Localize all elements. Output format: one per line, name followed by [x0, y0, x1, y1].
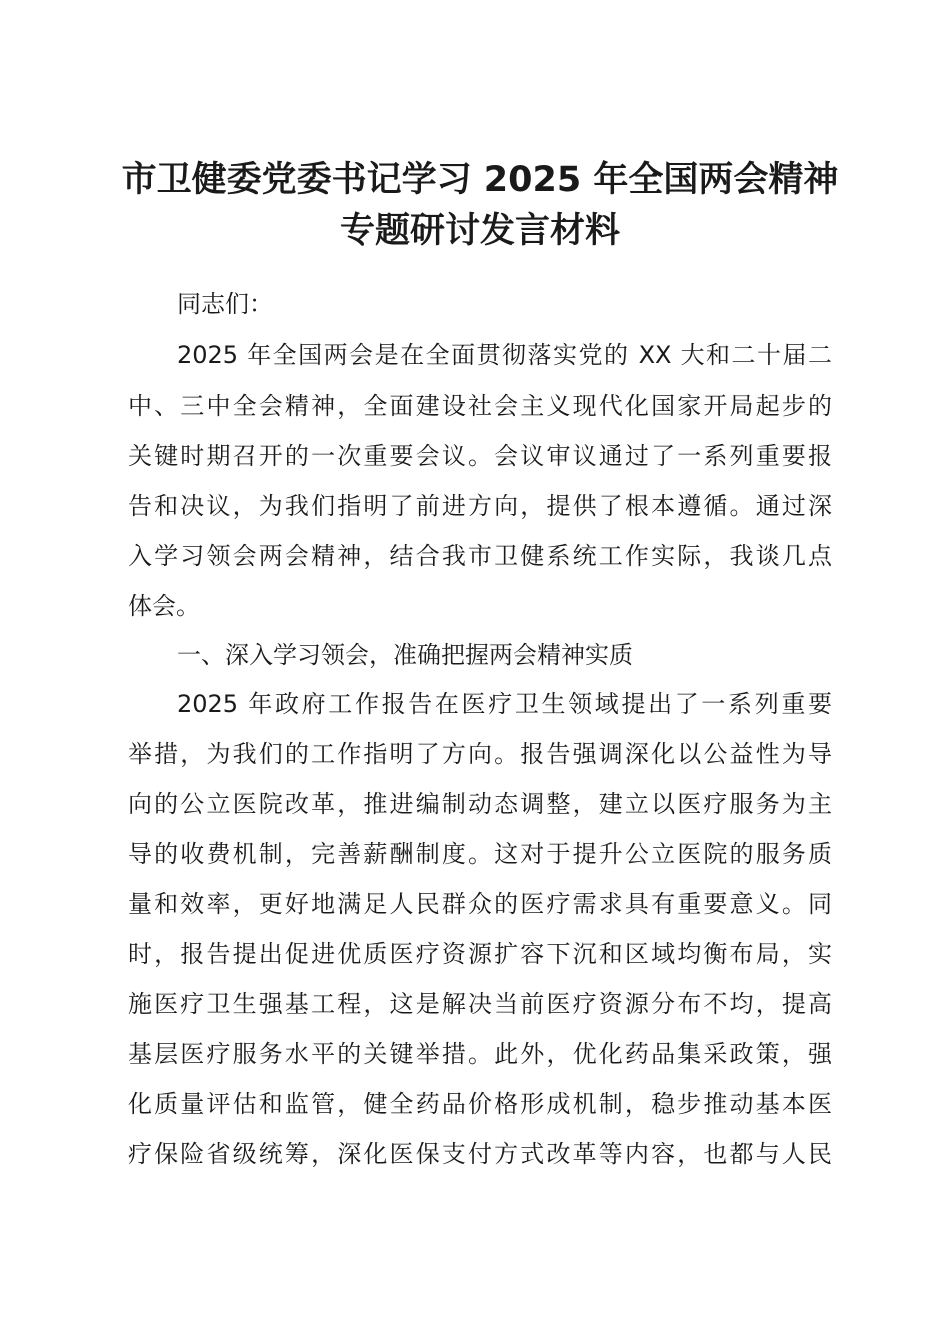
paragraph-2-line: 导的收费机制，完善薪酬制度。这对于提升公立医院的服务质	[128, 840, 832, 868]
paragraph-2-line: 2025 年政府工作报告在医疗卫生领域提出了一系列重要	[177, 690, 832, 718]
paragraph-2-line: 举措，为我们的工作指明了方向。报告强调深化以公益性为导	[128, 740, 832, 768]
paragraph-1-line: 体会。	[128, 592, 200, 620]
paragraph-2-line: 施医疗卫生强基工程，这是解决当前医疗资源分布不均，提高	[128, 990, 832, 1018]
section-heading-1: 一、深入学习领会，准确把握两会精神实质	[177, 641, 633, 669]
paragraph-2-line: 量和效率，更好地满足人民群众的医疗需求具有重要意义。同	[128, 890, 832, 918]
paragraph-2-line: 基层医疗服务水平的关键举措。此外，优化药品集采政策，强	[128, 1040, 832, 1068]
paragraph-2-line: 化质量评估和监管，健全药品价格形成机制，稳步推动基本医	[128, 1090, 832, 1118]
paragraph-2-line: 向的公立医院改革，推进编制动态调整，建立以医疗服务为主	[128, 790, 832, 818]
document-title-line-1: 市卫健委党委书记学习 2025 年全国两会精神	[121, 160, 839, 200]
paragraph-2-line: 时，报告提出促进优质医疗资源扩容下沉和区域均衡布局，实	[128, 940, 832, 968]
paragraph-1-line: 告和决议，为我们指明了前进方向，提供了根本遵循。通过深	[128, 492, 832, 520]
paragraph-2-line: 疗保险省级统筹，深化医保支付方式改革等内容，也都与人民	[128, 1140, 832, 1168]
paragraph-1-line: 中、三中全会精神，全面建设社会主义现代化国家开局起步的	[128, 392, 832, 420]
paragraph-1-line: 入学习领会两会精神，结合我市卫健系统工作实际，我谈几点	[128, 542, 832, 570]
salutation: 同志们：	[177, 290, 273, 318]
paragraph-1-line: 关键时期召开的一次重要会议。会议审议通过了一系列重要报	[128, 442, 832, 470]
paragraph-1-line: 2025 年全国两会是在全面贯彻落实党的 XX 大和二十届二	[177, 341, 832, 369]
document-title-line-2: 专题研讨发言材料	[339, 211, 620, 251]
